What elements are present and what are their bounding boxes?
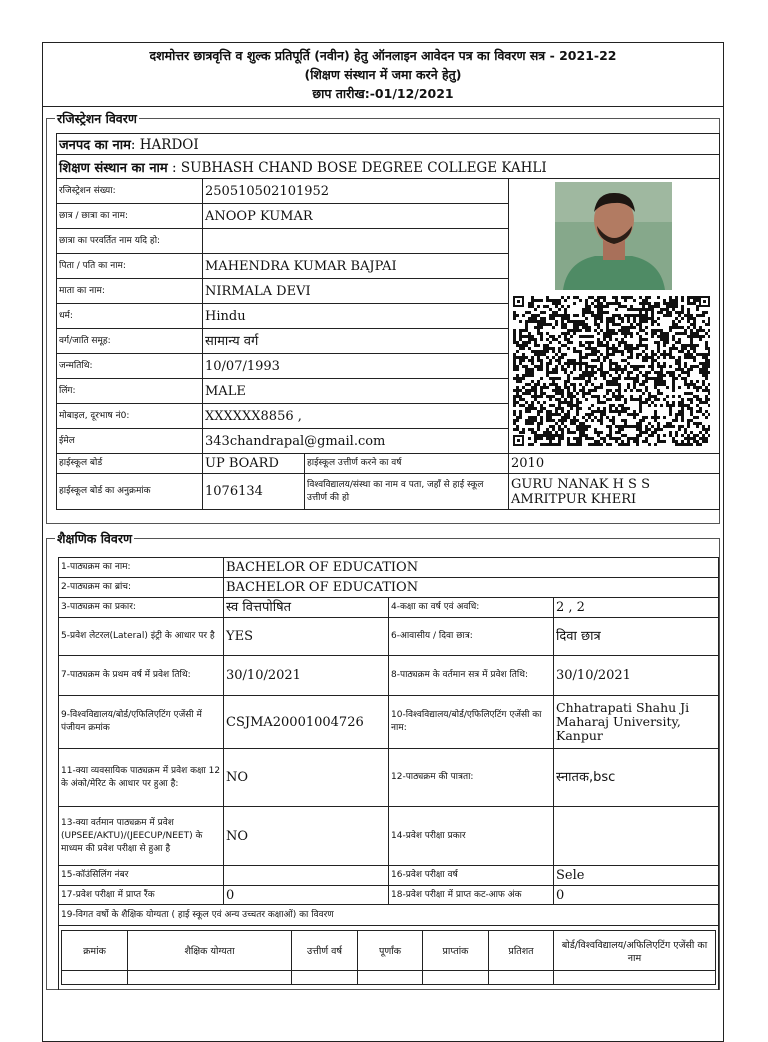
board-value: UP BOARD bbox=[203, 454, 305, 474]
religion: Hindu bbox=[203, 304, 509, 329]
branch-value: BACHELOR OF EDUCATION bbox=[224, 578, 719, 598]
pair-label: 6-आवासीय / दिवा छात्र: bbox=[389, 618, 554, 656]
pair-label: 8-पाठ्यक्रम के वर्तमान सत्र में प्रवेश तिथि: bbox=[389, 656, 554, 696]
roll-value: 1076134 bbox=[203, 474, 305, 510]
mobile-number: XXXXXX8856 , bbox=[203, 404, 509, 429]
pair-label: 7-पाठ्यक्रम के प्रथम वर्ष में प्रवेश तिथि: bbox=[59, 656, 224, 696]
course-type-value: स्व वित्तपोषित bbox=[224, 598, 389, 618]
qual-cell bbox=[358, 971, 423, 985]
qual-cell bbox=[554, 971, 716, 985]
gender: MALE bbox=[203, 379, 509, 404]
qual-cell bbox=[292, 971, 358, 985]
roll-label: हाईस्कूल बोर्ड का अनुक्रमांक bbox=[57, 474, 203, 510]
registration-legend: रजिस्ट्रेशन विवरण bbox=[57, 111, 137, 126]
qual-header: शैक्षिक योग्यता bbox=[128, 931, 292, 971]
institute-value: : SUBHASH CHAND BOSE DEGREE COLLEGE KAHLI bbox=[167, 159, 547, 176]
cutoff-marks-value: 0 bbox=[554, 886, 719, 905]
pair-label: 18-प्रवेश परीक्षा में प्राप्त कट-आफ अंक bbox=[389, 886, 554, 905]
changed-name bbox=[203, 229, 509, 254]
pair-label: 4-कक्षा का वर्ष एवं अवधि: bbox=[389, 598, 554, 618]
qual-header: क्रमांक bbox=[62, 931, 128, 971]
reg-row-label: छात्र / छात्रा का नाम: bbox=[57, 204, 203, 229]
entrance-rank-value: 0 bbox=[224, 886, 389, 905]
reg-row-label: लिंग: bbox=[57, 379, 203, 404]
print-date: छाप तारीख:-01/12/2021 bbox=[312, 86, 454, 101]
qual-header: बोर्ड/विश्वविद्यालय/अफिलिएटिंग एजेंसी का नाम bbox=[554, 931, 716, 971]
qualification-table bbox=[61, 930, 716, 985]
qual-header: प्रतिशत bbox=[489, 931, 554, 971]
course-name-label: 1-पाठ्यक्रम का नाम: bbox=[59, 558, 224, 578]
pair-label: 15-कॉउंसिलिंग नंबर bbox=[59, 866, 224, 886]
pair-label: 3-पाठ्यक्रम का प्रकार: bbox=[59, 598, 224, 618]
father-name: MAHENDRA KUMAR BAJPAI bbox=[203, 254, 509, 279]
student-name: ANOOP KUMAR bbox=[203, 204, 509, 229]
pair-label: 9-विश्वविद्यालय/बोर्ड/एफिलिएटिंग एजेंसी में पंजीयन क्रमांक bbox=[59, 696, 224, 749]
school-label: विश्वविद्यालय/संस्था का नाम व पता, जहाँ से हाई स्कूल उत्तीर्ण की हो bbox=[305, 474, 509, 510]
qual-cell bbox=[62, 971, 128, 985]
pair-label: 10-विश्वविद्यालय/बोर्ड/एफिलिएटिंग एजेंसी का नाम: bbox=[389, 696, 554, 749]
qual-header: प्राप्तांक bbox=[423, 931, 489, 971]
pair-label: 13-क्या वर्तमान पाठ्यक्रम में प्रवेश (UPSEE/AKTU)/(JEECUP/NEET) के माध्यम की प्रवेश परीक्षा से हुआ है bbox=[59, 807, 224, 866]
academic-table bbox=[58, 557, 719, 990]
category: सामान्य वर्ग bbox=[203, 329, 509, 354]
counselling-number bbox=[224, 866, 389, 886]
pair-label: 11-क्या व्यवसायिक पाठ्यक्रम में प्रवेश कक्षा 12 के अंको/मेरिट के आधार पर हुआ है: bbox=[59, 749, 224, 807]
qual-header: उत्तीर्ण वर्ष bbox=[292, 931, 358, 971]
class-year-value: 2 , 2 bbox=[554, 598, 719, 618]
institute-label: शिक्षण संस्थान का नाम bbox=[59, 160, 168, 176]
qual-header: पूर्णांक bbox=[358, 931, 423, 971]
pair-label: 17-प्रवेश परीक्षा में प्राप्त रैंक bbox=[59, 886, 224, 905]
pair-label: 5-प्रवेश लेटरल(Lateral) इंट्री के आधार पर है bbox=[59, 618, 224, 656]
student-photo bbox=[555, 182, 672, 290]
reg-row-label: रजिस्ट्रेशन संख्या: bbox=[57, 179, 203, 204]
mother-name: NIRMALA DEVI bbox=[203, 279, 509, 304]
reg-row-label: जन्मतिथि: bbox=[57, 354, 203, 379]
qual-cell bbox=[128, 971, 292, 985]
form-title: दशमोत्तर छात्रवृत्ति व शुल्क प्रतिपूर्ति (नवीन) हेतु ऑनलाइन आवेदन पत्र का विवरण सत्र - 2021-22 bbox=[149, 48, 617, 63]
qr-code bbox=[513, 296, 710, 446]
entrance-year-value: Sele bbox=[554, 866, 719, 886]
lateral-entry-value: YES bbox=[224, 618, 389, 656]
previous-qualification-label: 19-विगत वर्षो के शैक्षिक योग्यता ( हाई स्कूल एवं अन्य उच्चतर कक्षाओं) का विवरण bbox=[59, 905, 719, 926]
reg-row-label: वर्ग/जाति समूह: bbox=[57, 329, 203, 354]
district-value: : HARDOI bbox=[130, 137, 199, 153]
current-admission-date: 30/10/2021 bbox=[554, 656, 719, 696]
pair-label: 16-प्रवेश परीक्षा वर्ष bbox=[389, 866, 554, 886]
day-scholar-value: दिवा छात्र bbox=[554, 618, 719, 656]
hs-year-label: हाईस्कूल उत्तीर्ण करने का वर्ष bbox=[305, 454, 509, 474]
date-of-birth: 10/07/1993 bbox=[203, 354, 509, 379]
district-cell bbox=[57, 134, 720, 155]
merit-admission-value: NO bbox=[224, 749, 389, 807]
hs-year-value: 2010 bbox=[509, 454, 720, 474]
reg-row-label: माता का नाम: bbox=[57, 279, 203, 304]
reg-row-label: मोबाइल, दूरभाष नं0: bbox=[57, 404, 203, 429]
entrance-admission-value: NO bbox=[224, 807, 389, 866]
branch-label: 2-पाठ्यक्रम का ब्रांच: bbox=[59, 578, 224, 598]
first-year-admission-date: 30/10/2021 bbox=[224, 656, 389, 696]
district-label: जनपद का नाम bbox=[59, 138, 131, 153]
reg-row-label: धर्म: bbox=[57, 304, 203, 329]
pair-label: 14-प्रवेश परीक्षा प्रकार bbox=[389, 807, 554, 866]
course-eligibility-value: स्नातक,bsc bbox=[554, 749, 719, 807]
pair-label: 12-पाठ्यक्रम की पात्रता: bbox=[389, 749, 554, 807]
reg-row-label: पिता / पति का नाम: bbox=[57, 254, 203, 279]
reg-row-label: ईमेल bbox=[57, 429, 203, 454]
qual-cell bbox=[423, 971, 489, 985]
email: 343chandrapal@gmail.com bbox=[203, 429, 509, 454]
course-name-value: BACHELOR OF EDUCATION bbox=[224, 558, 719, 578]
registration-number: 250510502101952 bbox=[203, 179, 509, 204]
board-label: हाईस्कूल बोर्ड bbox=[57, 454, 203, 474]
form-header bbox=[43, 43, 723, 107]
academic-legend: शैक्षणिक विवरण bbox=[57, 531, 132, 546]
university-reg-number: CSJMA20001004726 bbox=[224, 696, 389, 749]
reg-row-label: छात्रा का परवर्तित नाम यदि हो: bbox=[57, 229, 203, 254]
institute-cell bbox=[57, 155, 720, 179]
qr-code-icon bbox=[513, 296, 710, 446]
previous-qualification-cell bbox=[59, 926, 719, 991]
qual-cell bbox=[489, 971, 554, 985]
person-photo-icon bbox=[555, 182, 672, 290]
entrance-type-value bbox=[554, 807, 719, 866]
school-value: GURU NANAK H S S AMRITPUR KHERI bbox=[509, 474, 720, 510]
form-subtitle: (शिक्षण संस्थान में जमा करने हेतु) bbox=[304, 67, 462, 82]
university-name: Chhatrapati Shahu Ji Maharaj University, Kanpur bbox=[554, 696, 719, 749]
